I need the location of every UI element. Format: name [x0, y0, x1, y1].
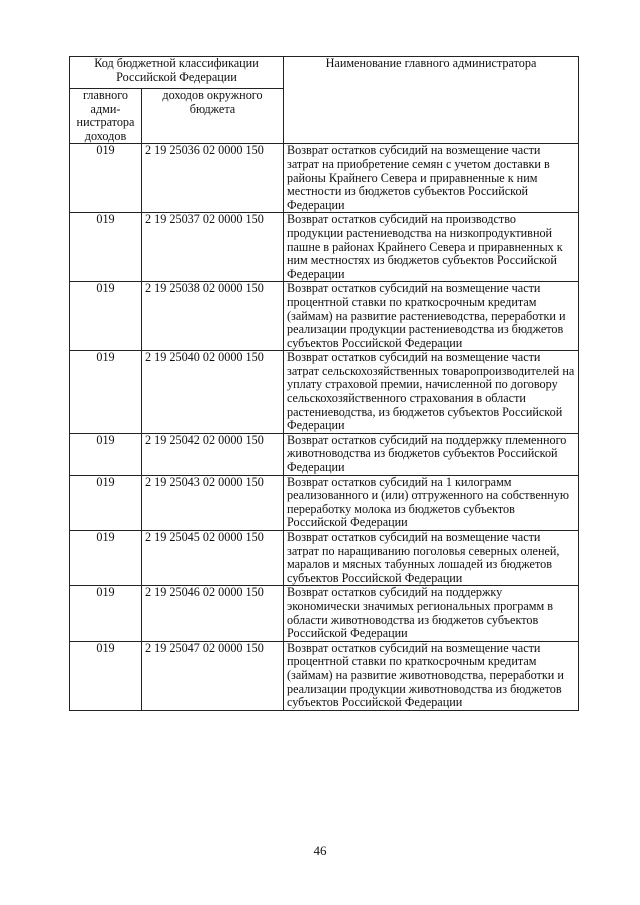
table-row: [70, 433, 579, 475]
header-administrator-name: Наименование главного администратора: [284, 57, 579, 144]
cell-classification-code: 2 19 25047 02 0000 150: [142, 641, 284, 710]
cell-administrator-name: Возврат остатков субсидий на возмещение части процентной ставки по краткосрочным кредитам (займам) на развитие растениеводства, переработки и реализации продукции растениеводства из бюджетов субъектов Российской Федерации: [284, 282, 579, 351]
cell-administrator-code: 019: [70, 586, 142, 641]
table-row: [70, 144, 579, 213]
cell-administrator-name: Возврат остатков субсидий на производство продукции растениеводства на низкопродуктивной пашне в районах Крайнего Севера и приравненных к ним местностях из бюджетов субъектов Российской Федерации: [284, 213, 579, 282]
table-body: [70, 144, 579, 710]
header-classification-code: Код бюджетной классификации Российской Федерации: [70, 57, 284, 89]
cell-administrator-code: 019: [70, 531, 142, 586]
page-number: 46: [313, 843, 327, 858]
cell-administrator-name: Возврат остатков субсидий на возмещение части затрат на приобретение семян с учетом доставки в районы Крайнего Севера и приравненные к ним местности из бюджетов субъектов Российской Федерации: [284, 144, 579, 213]
header-main-administrator: главного адми-нистратора доходов: [70, 89, 142, 144]
header-district-budget-income: доходов окружного бюджета: [142, 89, 284, 144]
cell-administrator-code: 019: [70, 282, 142, 351]
cell-administrator-name: Возврат остатков субсидий на возмещение части затрат по наращиванию поголовья северных оленей, маралов и мясных табунных лошадей из бюджетов субъектов Российской Федерации: [284, 531, 579, 586]
cell-classification-code: 2 19 25045 02 0000 150: [142, 531, 284, 586]
table-row: [70, 351, 579, 434]
cell-classification-code: 2 19 25042 02 0000 150: [142, 433, 284, 475]
cell-administrator-code: 019: [70, 475, 142, 530]
table-row: [70, 213, 579, 282]
cell-classification-code: 2 19 25040 02 0000 150: [142, 351, 284, 434]
table-row: [70, 641, 579, 710]
table-row: [70, 586, 579, 641]
cell-administrator-code: 019: [70, 213, 142, 282]
cell-classification-code: 2 19 25043 02 0000 150: [142, 475, 284, 530]
cell-administrator-code: 019: [70, 351, 142, 434]
cell-administrator-code: 019: [70, 433, 142, 475]
cell-classification-code: 2 19 25038 02 0000 150: [142, 282, 284, 351]
cell-administrator-code: 019: [70, 641, 142, 710]
cell-classification-code: 2 19 25037 02 0000 150: [142, 213, 284, 282]
cell-classification-code: 2 19 25046 02 0000 150: [142, 586, 284, 641]
cell-classification-code: 2 19 25036 02 0000 150: [142, 144, 284, 213]
table-row: [70, 475, 579, 530]
cell-administrator-name: Возврат остатков субсидий на поддержку экономически значимых региональных программ в области животноводства из бюджетов субъектов Российской Федерации: [284, 586, 579, 641]
table-header-row: [70, 57, 579, 89]
table-row: [70, 531, 579, 586]
cell-administrator-name: Возврат остатков субсидий на возмещение части процентной ставки по краткосрочным кредитам (займам) на развитие животноводства, переработки и реализации продукции животноводства из бюджетов субъектов Российской Федерации: [284, 641, 579, 710]
cell-administrator-name: Возврат остатков субсидий на поддержку племенного животноводства из бюджетов субъектов Российской Федерации: [284, 433, 579, 475]
cell-administrator-code: 019: [70, 144, 142, 213]
cell-administrator-name: Возврат остатков субсидий на 1 килограмм реализованного и (или) отгруженного на собственную переработку молока из бюджетов субъектов Российской Федерации: [284, 475, 579, 530]
cell-administrator-name: Возврат остатков субсидий на возмещение части затрат сельскохозяйственных товаропроизводителей на уплату страховой премии, начисленной по договору сельскохозяйственного страхования в области растениеводства, из бюджетов субъектов Российской Федерации: [284, 351, 579, 434]
table-row: [70, 282, 579, 351]
budget-classification-table: [69, 56, 579, 711]
